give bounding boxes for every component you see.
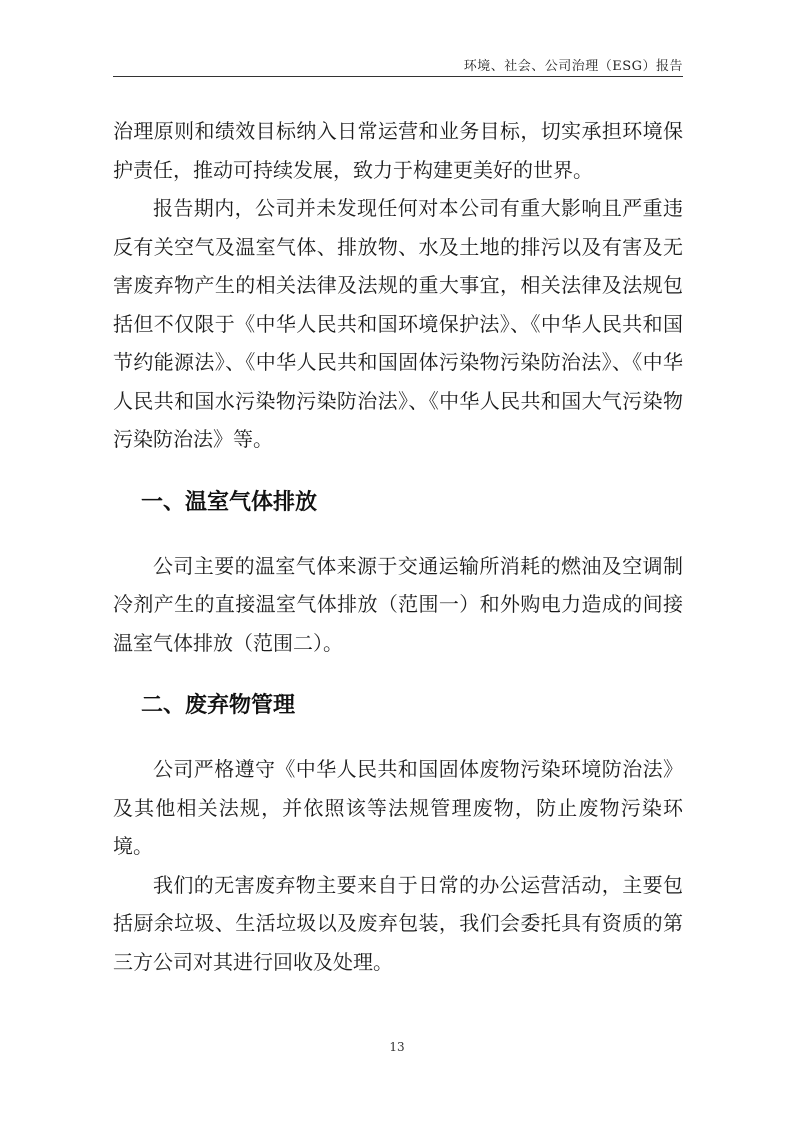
paragraph-waste-law: 公司严格遵守《中华人民共和国固体废物污染环境防治法》及其他相关法规，并依照该等法规管理废物，防止废物污染环境。 [113, 757, 683, 858]
paragraph-compliance: 报告期内，公司并未发现任何对本公司有重大影响且严重违反有关空气及温室气体、排放物、水及土地的排污以及有害及无害废弃物产生的相关法律及法规的重大事宜，相关法律及法规包括但不仅限于《中华人民共和国环境保护法》、《中华人民共和国节约能源法》、《中华人民共和国固体污染物污染防治法》、《中华人民共和国水污染物污染防治法》、《中华人民共和国大气污染物污染防治法》等。 [113, 196, 683, 451]
page-body [113, 112, 683, 981]
paragraph-governance: 治理原则和绩效目标纳入日常运营和业务目标，切实承担环境保护责任，推动可持续发展，致力于构建更美好的世界。 [113, 119, 683, 182]
section-heading-waste-management: 二、废弃物管理 [141, 693, 296, 718]
header-divider [113, 76, 683, 77]
page-header-title: 环境、社会、公司治理（ESG）报告 [463, 59, 683, 74]
paragraph-nonhazardous-waste: 我们的无害废弃物主要来自于日常的办公运营活动，主要包括厨余垃圾、生活垃圾以及废弃包装，我们会委托具有资质的第三方公司对其进行回收及处理。 [113, 872, 683, 974]
page-number: 13 [389, 1040, 405, 1054]
section-heading-ghg-emissions: 一、温室气体排放 [141, 489, 318, 515]
paragraph-ghg-sources: 公司主要的温室气体来源于交通运输所消耗的燃油及空调制冷剂产生的直接温室气体排放（范围一）和外购电力造成的间接温室气体排放（范围二）。 [113, 553, 683, 655]
